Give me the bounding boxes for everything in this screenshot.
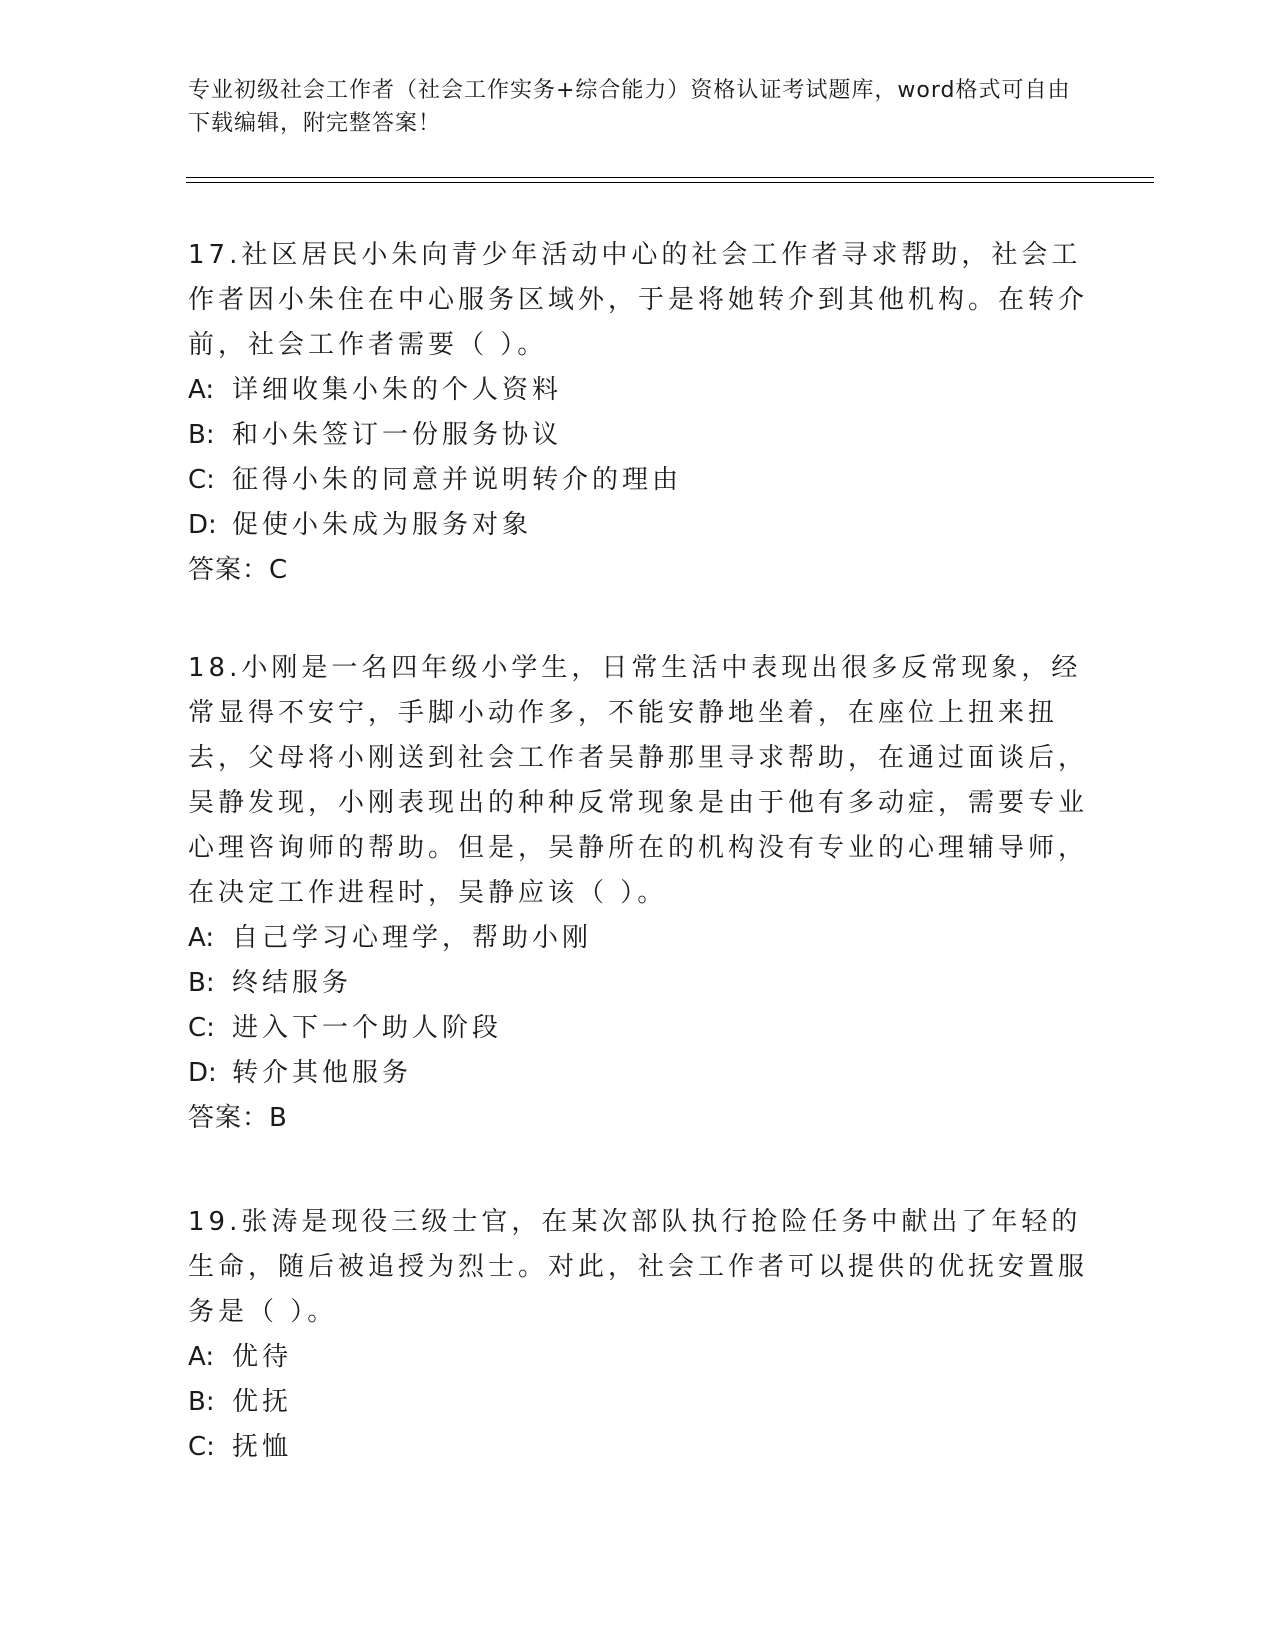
option-key: B:	[188, 420, 215, 450]
header-divider-bottom	[186, 182, 1154, 183]
option-text: 终结服务	[232, 968, 353, 998]
option-key: A:	[188, 923, 215, 953]
option-key: D:	[188, 510, 217, 540]
option-key: C:	[188, 465, 215, 495]
option-d	[188, 1051, 1088, 1096]
option-d	[188, 503, 1088, 548]
option-b	[188, 1380, 1088, 1425]
question-18	[188, 646, 1088, 1141]
option-c	[188, 1425, 1088, 1470]
option-text: 优抚	[232, 1387, 293, 1417]
option-key: A:	[188, 375, 215, 405]
header-divider-top	[186, 177, 1154, 178]
option-key: D:	[188, 1058, 217, 1088]
option-text: 自己学习心理学，帮助小刚	[232, 923, 593, 953]
question-stem: 19.张涛是现役三级士官，在某次部队执行抢险任务中献出了年轻的生命，随后被追授为烈士。对此，社会工作者可以提供的优抚安置服务是（ ）。	[188, 1207, 1089, 1327]
option-a	[188, 368, 1088, 413]
option-text: 详细收集小朱的个人资料	[232, 375, 563, 405]
option-c	[188, 1006, 1088, 1051]
question-19	[188, 1200, 1088, 1470]
option-key: B:	[188, 1387, 215, 1417]
option-b	[188, 961, 1088, 1006]
option-text: 抚恤	[232, 1432, 293, 1462]
option-key: C:	[188, 1432, 215, 1462]
question-stem: 17.社区居民小朱向青少年活动中心的社会工作者寻求帮助，社会工作者因小朱住在中心服务区域外，于是将她转介到其他机构。在转介前，社会工作者需要（ ）。	[188, 240, 1089, 360]
question-stem: 18.小刚是一名四年级小学生，日常生活中表现出很多反常现象，经常显得不安宁，手脚小动作多，不能安静地坐着，在座位上扭来扭去，父母将小刚送到社会工作者吴静那里寻求帮助，在通过面谈后，吴静发现，小刚表现出的种种反常现象是由于他有多动症，需要专业心理咨询师的帮助。但是，吴静所在的机构没有专业的心理辅导师，在决定工作进程时，吴静应该（ ）。	[188, 653, 1089, 908]
page-header-text: 专业初级社会工作者（社会工作实务+综合能力）资格认证考试题库，word格式可自由下载编辑，附完整答案！	[188, 78, 1071, 136]
answer-line: 答案：C	[188, 555, 289, 585]
option-c	[188, 458, 1088, 503]
option-key: C:	[188, 1013, 215, 1043]
option-a	[188, 1335, 1088, 1380]
option-text: 优待	[232, 1342, 293, 1372]
option-a	[188, 916, 1088, 961]
option-b	[188, 413, 1088, 458]
option-key: A:	[188, 1342, 215, 1372]
answer-line: 答案：B	[188, 1103, 288, 1133]
option-text: 征得小朱的同意并说明转介的理由	[232, 465, 683, 495]
option-text: 促使小朱成为服务对象	[232, 510, 533, 540]
option-key: B:	[188, 968, 215, 998]
question-17	[188, 233, 1088, 593]
option-text: 和小朱签订一份服务协议	[232, 420, 563, 450]
option-text: 转介其他服务	[232, 1058, 413, 1088]
option-text: 进入下一个助人阶段	[232, 1013, 503, 1043]
